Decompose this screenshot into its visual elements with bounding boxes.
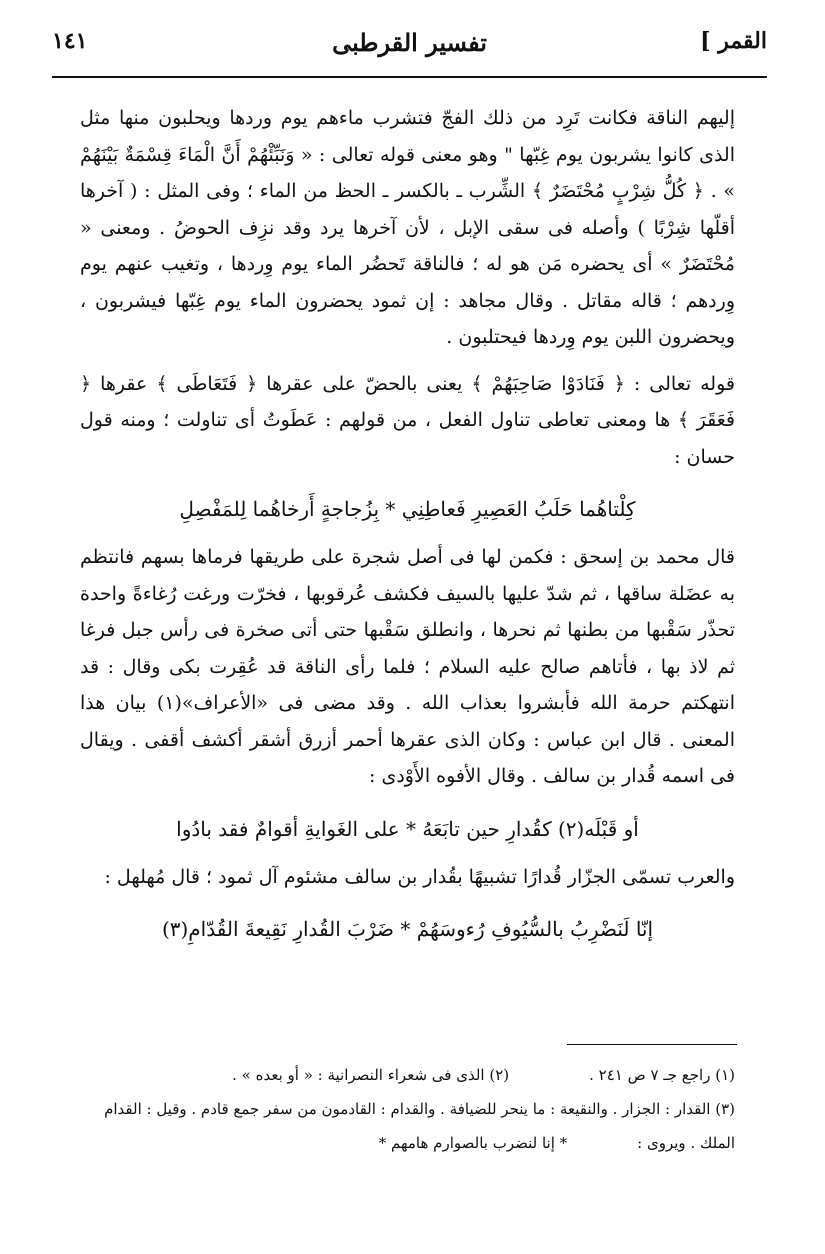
paragraph-4: والعرب تسمّى الجزّار قُدارًا تشبيهًا بقُدار بن سالف مشئوم آل ثمود ؛ قال مُهلهل :: [104, 865, 735, 888]
footnote-3-continuation: [80, 1126, 735, 1160]
footnote-3-tail: الملك . ويروى :: [637, 1134, 735, 1152]
page-header: [52, 18, 767, 74]
header-rule: [52, 76, 767, 78]
sura-name: القمر ]: [700, 28, 767, 54]
verse-hassan: كِلْتاهُما حَلَبُ العَصِيرِ فَعاطِنِي * بِزُجاجةٍ أَرخاهُما لِلمَفْصِلِ: [179, 497, 636, 521]
footnote-1: (١) راجع جـ ٧ ص ٢٤١ .: [589, 1066, 735, 1084]
footnote-3: (٣) القدار : الجزار . والنقيعة : ما ينحر للضيافة . والقدام : القادمون من سفر جمع قادم . وقيل : القدام: [104, 1100, 735, 1118]
paragraph-2: قوله تعالى : ﴿ فَنَادَوْا صَاحِبَهُمْ ﴾ يعنى بالحضّ على عقرها ﴿ فَتَعَاطَى ﴾ عقرها ﴿ فَعَقَرَ ﴾ ها ومعنى تعاطى تناول الفعل ، من قولهم : عَطَوتُ أى تناولت ؛ ومنه قول حسان :: [80, 372, 735, 468]
paragraph-3: قال محمد بن إسحق : فكمن لها فى أصل شجرة على طريقها فرماها بسهم فانتظم به عضَلة ساقها ، ثم شدّ عليها بالسيف فكشف عُرقوبها ، فخرّت ورغت رُغاءةً واحدة تحذّر سَقْبها من بطنها ثم نحرها ، وانطلق سَقْبها حتى أتى صخرة فى رأس جبل فرغا ثم لاذ بها ، فأتاهم صالح عليه السلام ؛ فلما رأى الناقة قد عُقِرت بكى وقال : قد انتهكتم حرمة الله فأبشروا بعذاب الله . وقد مضى فى «الأعراف»(١) بيان هذا المعنى . قال ابن عباس : وكان الذى عقرها أحمر أزرق أشقر أكشف أقفى . ويقال فى اسمه قُدار بن سالف . وقال الأفوه الأَوْدى :: [80, 546, 736, 787]
page-number: ١٤١: [52, 28, 88, 54]
paragraph-1: إليهم الناقة فكانت تَرِد من ذلك الفجّ فتشرب ماءهم يوم وردها ويحلبون منها مثل الذى كانوا يشربون يوم غِبّها " وهو معنى قوله تعالى : « وَنَبِّئْهُمْ أَنَّ الْمَاءَ قِسْمَةٌ بَيْنَهُمْ » . ﴿ كُلُّ شِرْبٍ مُحْتَضَرٌ ﴾ الشِّرب ـ بالكسر ـ الحظ من الماء ؛ وفى المثل : ( آخرها أقلّها شِرْبًا ) وأصله فى سقى الإبل ، لأن آخرها يرد وقد نزِف الحوضُ . ومعنى « مُحْتَضَرٌ » أى يحضره مَن هو له ؛ فالناقة تَحضُر الماء يوم وِردها ، وتغيب عنهم يوم وِردهم ؛ قاله مقاتل . وقال مجاهد : إن ثمود يحضرون الماء يوم غِبّها فيشربون ، ويحضرون اللبن يوم وِردها فيحتلبون .: [80, 107, 735, 348]
verse-afwah: أو قَبْلَه(٢) كقُدارِ حين تابَعَهُ * على الغَوايةِ أقوامٌ فقد بادُوا: [176, 816, 639, 841]
footnote-2: (٢) الذى فى شعراء النصرانية : « أو بعده » .: [232, 1066, 510, 1084]
footnotes: [80, 1058, 735, 1160]
verse-muhalhil: إنّا لَنَضْرِبُ بالسُّيُوفِ رُءوسَهُمْ * ضَرْبَ القُدارِ نَقِيعةَ القُدّامِ(٣): [161, 917, 654, 941]
book-title: تفسير القرطبى: [332, 28, 487, 57]
footnote-3-verse: * إنا لنضرب بالصوارم هامهم *: [378, 1134, 568, 1152]
footnote-rule: [567, 1044, 737, 1045]
main-text: [80, 100, 735, 959]
footnote-row-1: [80, 1058, 735, 1092]
